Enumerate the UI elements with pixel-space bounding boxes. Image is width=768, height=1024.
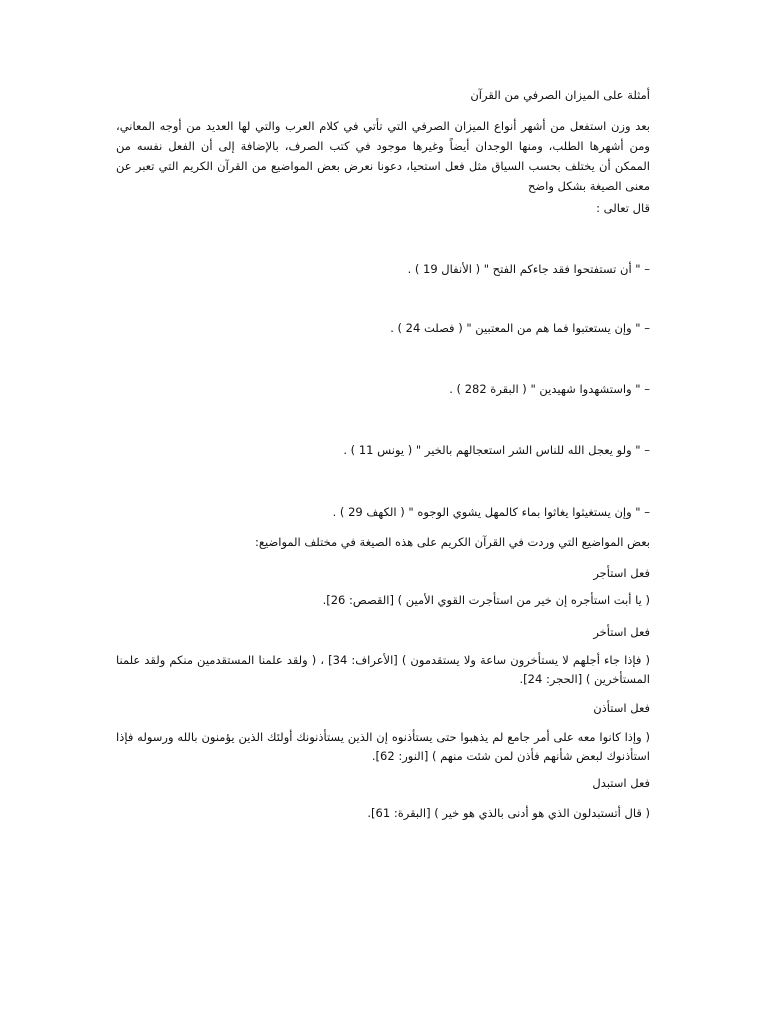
example-verb: فعل استأجر	[593, 566, 650, 580]
verse-item: – " أن تستفتحوا فقد جاءكم الفتح " ( الأنفال 19 ) .	[407, 262, 650, 276]
example-verb: فعل استأذن	[593, 701, 650, 715]
example-text: ( قال أتستبدلون الذي هو أدنى بالذي هو خير ) [البقرة: 61].	[367, 806, 650, 820]
section-intro: بعض المواضيع التي وردت في القرآن الكريم على هذه الصيغة في مختلف المواضيع:	[255, 535, 650, 549]
example-verb: فعل استأخر	[593, 625, 650, 639]
example-verb: فعل استبدل	[592, 776, 650, 790]
example-text: ( وإذا كانوا معه على أمر جامع لم يذهبوا حتى يستأذنوه إن الذين يستأذنونك أولئك الذين يؤمنون بالله ورسوله فإذا استأذنوك لبعض شأنهم فأذن لمن شئت منهم ) [النور: 62].	[116, 730, 650, 763]
example-text: ( يا أبت استأجره إن خير من استأجرت القوي الأمين ) [القصص: 26].	[322, 593, 650, 607]
verse-item: – " وإن يستغيثوا يغاثوا بماء كالمهل يشوي الوجوه " ( الكهف 29 ) .	[332, 505, 650, 519]
verse-item: – " واستشهدوا شهيدين " ( البقرة 282 ) .	[449, 382, 650, 396]
document-title: أمثلة على الميزان الصرفي من القرآن	[470, 88, 650, 102]
said-label: قال تعالى :	[596, 201, 650, 215]
verse-item: – " وإن يستعتبوا فما هم من المعتبين " ( فصلت 24 ) .	[390, 321, 650, 335]
verse-item: – " ولو يعجل الله للناس الشر استعجالهم بالخير " ( يونس 11 ) .	[343, 443, 650, 457]
example-text: ( فإذا جاء أجلهم لا يستأخرون ساعة ولا يستقدمون ) [الأعراف: 34] ، ( ولقد علمنا المستقدمين منكم ولقد علمنا المستأخرين ) [الحجر: 24].	[116, 653, 650, 686]
intro-paragraph: بعد وزن استفعل من أشهر أنواع الميزان الصرفي التي تأتي في كلام العرب والتي لها العديد من أوجه المعاني، ومن أشهرها الطلب، ومنها الوجدان أيضاً وغيرها موجود في كتب الصرف، بالإضافة إلى أن الفعل نفسه من الممكن أن يختلف بحسب السياق مثل فعل استحيا، دعونا نعرض بعض المواضيع من القرآن الكريم التي تعبر عن معنى الصيغة بشكل واضح	[116, 119, 650, 193]
